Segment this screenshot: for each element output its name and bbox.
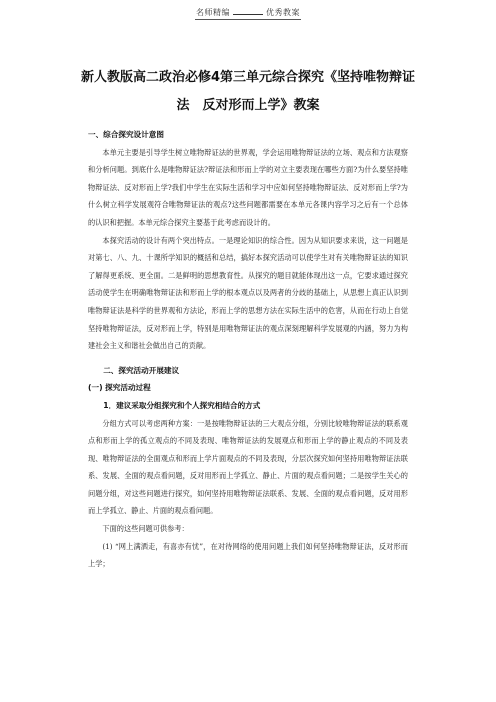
document-title: [64, 64, 432, 120]
section-2-paragraph-1: 分组方式可以考虑两种方案：一是按唯物辩证法的三大观点分组，分别比较唯物辩证法的联系观点和形而上学的孤立观点的不同及表现、唯物辩证法的发展观点和形而上学的静止观点的不同及表现、唯物辩证法的全面观点和形而上学片面观点的不同及表现，分层次探究如何坚持用唯物辩证法联系、发展、全面的观点看问题，反对用形而上学孤立、静止、片面的观点看问题；二是按学生关心的问题分组，对这些问题进行探究，如何坚持用唯物辩证法联系、发展、全面的观点看问题，反对用形而上学孤立、静止、片面的观点看问题。: [88, 418, 408, 516]
section-2-heading: 二、探究活动开展建议: [103, 365, 180, 375]
section-1-paragraph-2: 本探究活动的设计有两个突出特点。一是理论知识的综合性。因为从知识要求来说，这一问题是对第七、八、九、十课所学知识的概括和总结，搞好本探究活动可以使学生对有关唯物辩证法的知识了解得更系统、更全面。二是鲜明的思想教育性。从探究的题目就能体现出这一点，它要求通过探究活动使学生在明确唯物辩证法和形而上学的根本观点以及两者的分歧的基础上，从思想上真正认识到唯物辩证法是科学的世界观和方法论，形而上学的思想方法在实际生活中的危害，从而在行动上自觉坚持唯物辩证法，反对形而上学，特别是用唯物辩证法的观点深刻理解科学发展观的内涵，努力为构建社会主义和谐社会做出自己的贡献。: [88, 235, 408, 351]
header-right-text: 优秀教案: [266, 8, 300, 17]
title-line-1: 新人教版高二政治必修4第三单元综合探究《坚持唯物辩证: [80, 70, 416, 85]
header-rule: [195, 19, 301, 20]
section-1-paragraph-1: 本单元主要是引导学生树立唯物辩证法的世界观，学会运用唯物辩证法的立场、观点和方法观察和分析问题。到底什么是唯物辩证法?辩证法和形而上学的对立主要表现在哪些方面?为什么要坚持唯物辩证法、反对形而上学?我们中学生在实际生活和学习中应如何坚持唯物辩证法、反对形而上学?为什么树立科学发展观符合唯物辩证法的观点?这些问题都需要在本单元各课内容学习之后有一个总体的认识和把握。本单元综合探究主要基于此考虑而设计的。: [88, 147, 408, 227]
section-2-paragraph-2: 下面的这些问题可供参考：: [102, 524, 189, 534]
header-left-text: 名师精编: [196, 8, 230, 17]
section-1-heading: 一、综合探究设计意图: [88, 130, 164, 139]
section-2-paragraph-3: (1) “网上满洒走，有喜亦有忧”，在对待网络的使用问题上我们如何坚持唯物辩证法，反对形而上学；: [88, 541, 408, 569]
page-header: [0, 7, 496, 18]
spacer: [88, 355, 408, 362]
header-separator: [233, 13, 263, 15]
section-2-subheading: (一) 探究活动过程: [88, 383, 151, 393]
document-body: [88, 126, 408, 573]
title-line-2: 法 反对形而上学》教案: [176, 98, 320, 113]
section-2-item-heading: 1．建议采取分组探究和个人探究相结合的方式: [103, 400, 261, 410]
